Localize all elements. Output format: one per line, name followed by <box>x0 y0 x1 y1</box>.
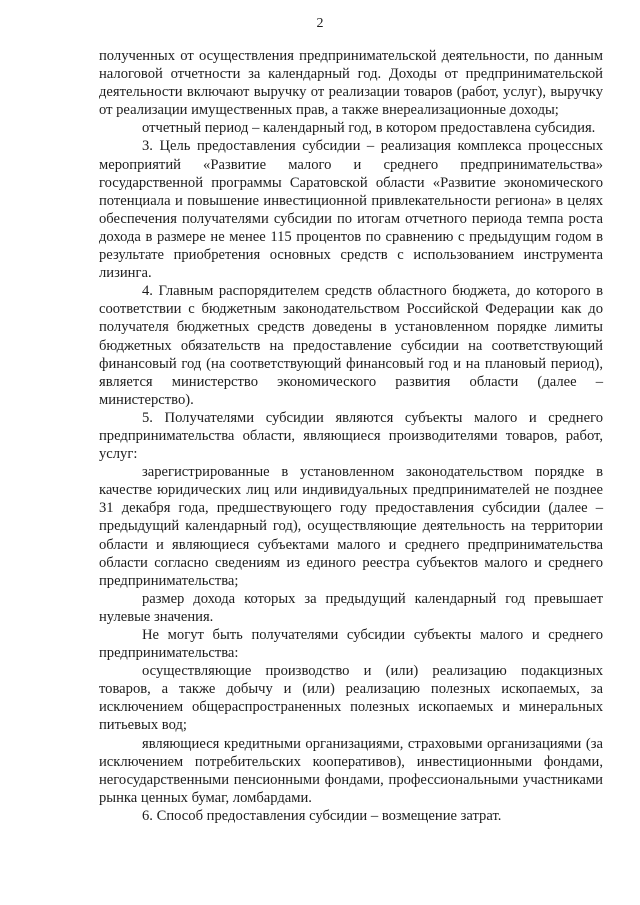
paragraph-ineligible-intro: Не могут быть получателями субсидии субъекты малого и среднего предпринимательства: <box>99 627 603 662</box>
paragraph-registered-criteria: зарегистрированные в установленном законодательством порядке в качестве юридических лиц или индивидуальных предпринимателей не позднее 31 декабря года, предшествующего году предоставления субсидии (далее – предыдущий календарный год), осуществляющие деятельность на территории области и являющиеся субъектами малого и среднего предпринимательства области согласно сведениям из единого реестра субъектов малого и среднего предпринимательства; <box>99 464 603 589</box>
paragraph-ineligible-excise: осуществляющие производство и (или) реализацию подакцизных товаров, а также добычу и (или) реализацию полезных ископаемых, за исключением общераспространенных полезных ископаемых и минеральных питьевых вод; <box>99 663 603 734</box>
page-number: 2 <box>316 16 324 31</box>
paragraph-subsidy-purpose: 3. Цель предоставления субсидии – реализация комплекса процессных мероприятий «Развитие малого и среднего предпринимательства» государственной программы Саратовской области «Развитие экономического потенциала и повышение инвестиционной привлекательности региона» в целях обеспечения получателями субсидии по итогам отчетного периода темпа роста дохода в размере не менее 115 процентов по сравнению с предыдущим годом в результате приобретения основных средств с использованием инструмента лизинга. <box>99 138 603 282</box>
paragraph-reporting-period: отчетный период – календарный год, в котором предоставлена субсидия. <box>142 120 596 137</box>
paragraph-recipients: 5. Получателями субсидии являются субъекты малого и среднего предпринимательства области, являющиеся производителями товаров, работ, услуг: <box>99 409 603 463</box>
paragraph-chief-administrator: 4. Главным распорядителем средств областного бюджета, до которого в соответствии с бюджетным законодательством Российской Федерации как до получателя бюджетных средств доведены в установленном порядке лимиты бюджетных обязательств на предоставление субсидии на соответствующий финансовый год (на соответствующий финансовый год и на плановый период), является министерство экономического развития области (далее – министерство). <box>99 283 603 408</box>
paragraph-ineligible-financial: являющиеся кредитными организациями, страховыми организациями (за исключением потребительских кооперативов), инвестиционными фондами, негосударственными пенсионными фондами, профессиональными участниками рынка ценных бумаг, ломбардами. <box>99 735 603 806</box>
paragraph-subsidy-method: 6. Способ предоставления субсидии – возмещение затрат. <box>142 807 502 824</box>
document-body <box>99 47 603 825</box>
paragraph-income-criteria: размер дохода которых за предыдущий календарный год превышает нулевые значения. <box>99 590 603 625</box>
paragraph-income-definition-continued: полученных от осуществления предпринимательской деятельности, по данным налоговой отчетности за календарный год. Доходы от предпринимательской деятельности включают выручку от реализации товаров (работ, услуг), выручку от реализации имущественных прав, а также внереализационные доходы; <box>99 48 603 119</box>
